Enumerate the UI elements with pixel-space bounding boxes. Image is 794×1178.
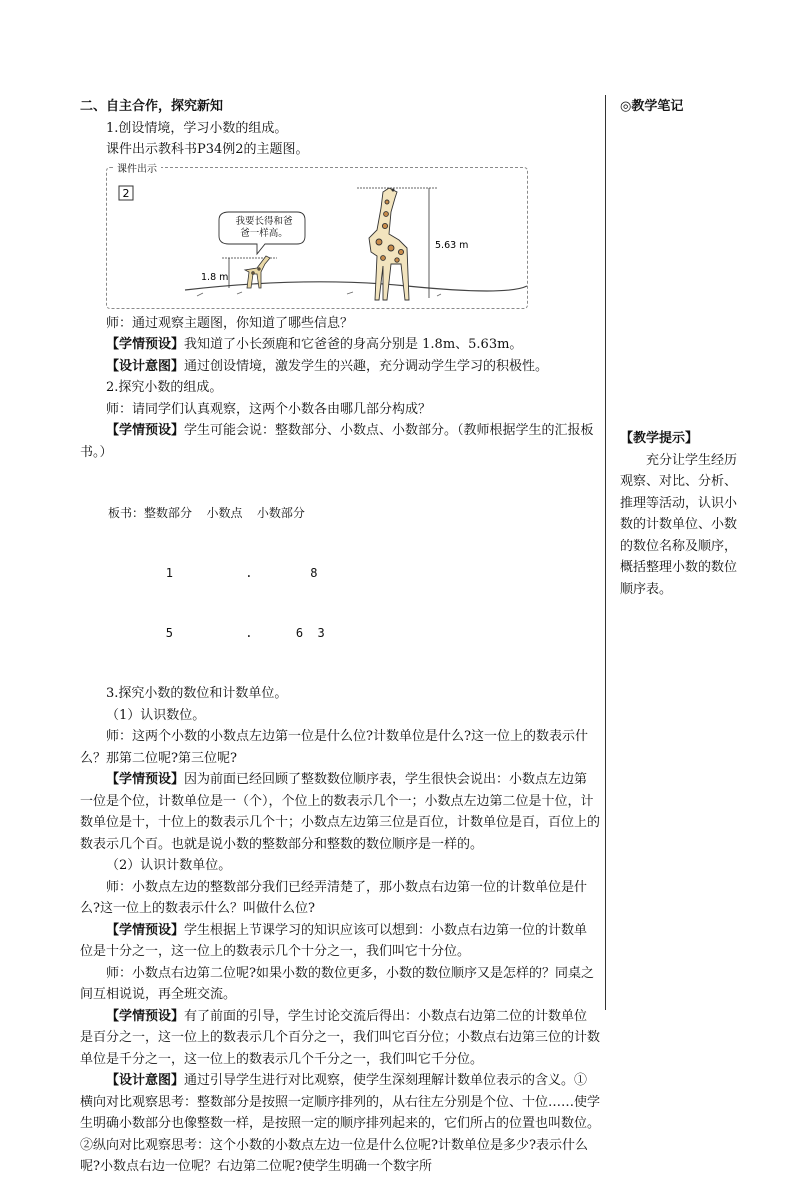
paragraph: 2.探究小数的组成。 (106, 380, 223, 395)
notes-title: ◎教学笔记 (620, 99, 684, 114)
paragraph: 【学情预设】学生根据上节课学习的知识应该可以想到：小数点右边第一位的计数单位是十分之一，这一位上的数表示几个十分之一，我们叫它十分位。 (80, 922, 588, 959)
paragraph: 师：小数点右边第二位呢?如果小数的数位更多，小数的数位顺序又是怎样的？同桌之间互相说说，再全班交流。 (80, 965, 594, 1002)
board-row: 1 . 8 (108, 566, 318, 580)
tag-label: 【学情预设】 (106, 1008, 185, 1024)
paragraph: （2）认识计数单位。 (106, 858, 232, 873)
small-height-label: 1.8 m (201, 271, 229, 283)
tag-label: 【设计意图】 (106, 1073, 185, 1088)
paragraph: 【学情预设】我知道了小长颈鹿和它爸爸的身高分别是 1.8m、5.63m。 (106, 337, 523, 352)
tag-label: 【学情预设】 (106, 772, 185, 787)
tag-label: 【学情预设】 (106, 423, 185, 438)
paragraph: 师：请同学们认真观察，这两个小数各由哪几部分构成？ (106, 401, 432, 417)
paragraph: （1）认识数位。 (106, 707, 206, 723)
blackboard-notes (108, 463, 600, 683)
courseware-figure (106, 163, 528, 309)
notes-header (620, 96, 745, 118)
paragraph: 1.创设情境，学习小数的组成。 (106, 120, 288, 136)
figure-label: 课件出示 (113, 159, 161, 181)
tips-title: 【教学提示】 (620, 431, 699, 446)
paragraph: 【学情预设】学生可能会说：整数部分、小数点、小数部分。（教师根据学生的汇报板书。） (80, 423, 594, 460)
paragraph: 【设计意图】通过创设情境，激发学生的兴趣，充分调动学生学习的积极性。 (106, 358, 549, 374)
paragraph: 师：小数点左边的整数部分我们已经弄清楚了，那小数点右边第一位的计数单位是什么?这一位上的数表示什么？叫做什么位? (80, 879, 588, 916)
paragraph: 课件出示教科书P34例2的主题图。 (106, 142, 309, 157)
paragraph: 师：通过观察主题图，你知道了哪些信息？ (106, 315, 354, 331)
teaching-tips (620, 428, 745, 600)
paragraph: 师：这两个小数的小数点左边第一位是什么位?计数单位是什么?这一位上的数表示什么？那第二位呢?第三位呢? (80, 729, 588, 766)
tips-body: 充分让学生经历观察、对比、分析、推理等活动，认识小数的计数单位、小数的数位名称及顺序，概括整理小数的数位顺序表。 (620, 452, 738, 597)
paragraph: 【学情预设】有了前面的引导，学生讨论交流后得出：小数点右边第二位的计数单位是百分之一，这一位上的数表示几个百分之一，我们叫它百分位；小数点右边第三位的计数单位是千分之一，这一位上的数表示几个千分之一，我们叫它千分位。 (80, 1008, 601, 1067)
paragraph: 3.探究小数的数位和计数单位。 (106, 686, 288, 701)
section-title: 二、自主合作，探究新知 (80, 99, 224, 114)
paragraph: 【设计意图】通过引导学生进行对比观察，使学生深刻理解计数单位表示的含义。①横向对比观察思考：整数部分是按照一定顺序排列的，从右往左分别是个位、十位……使学生明确小数部分也像整数一样，是按照一定的顺序排列起来的，它们所占的位置也叫数位。②纵向对比观察思考：这个小数的小数点左边一位是什么位呢?计数单位是多少?表示什么呢?小数点右边一位呢？右边第二位呢?使学生明确一个数字所 (80, 1073, 601, 1174)
paragraph: 【学情预设】因为前面已经回顾了整数数位顺序表，学生很快会说出：小数点左边第一位是个位，计数单位是一（个），个位上的数表示几个一；小数点左边第二位是十位，计数单位是十，十位上的数表示几个十；小数点左边第三位是百位，计数单位是百，百位上的数表示几个百。也就是说小数的整数部分和整数的数位顺序是一样的。 (80, 772, 601, 852)
column-divider (605, 95, 606, 1010)
board-row: 板书：整数部分 小数点 小数部分 (108, 506, 305, 520)
tag-label: 【设计意图】 (106, 358, 185, 374)
ground-line (185, 281, 527, 290)
example-number: 2 (122, 186, 130, 200)
tag-label: 【学情预设】 (106, 337, 185, 352)
speech-bubble-text: 我要长得和爸爸一样高。 (235, 215, 293, 239)
giraffe-illustration (107, 168, 527, 308)
tall-height-label: 5.63 m (435, 239, 469, 251)
main-column (80, 96, 600, 1178)
board-row: 5 . 6 3 (108, 626, 325, 640)
tag-label: 【学情预设】 (106, 922, 185, 938)
